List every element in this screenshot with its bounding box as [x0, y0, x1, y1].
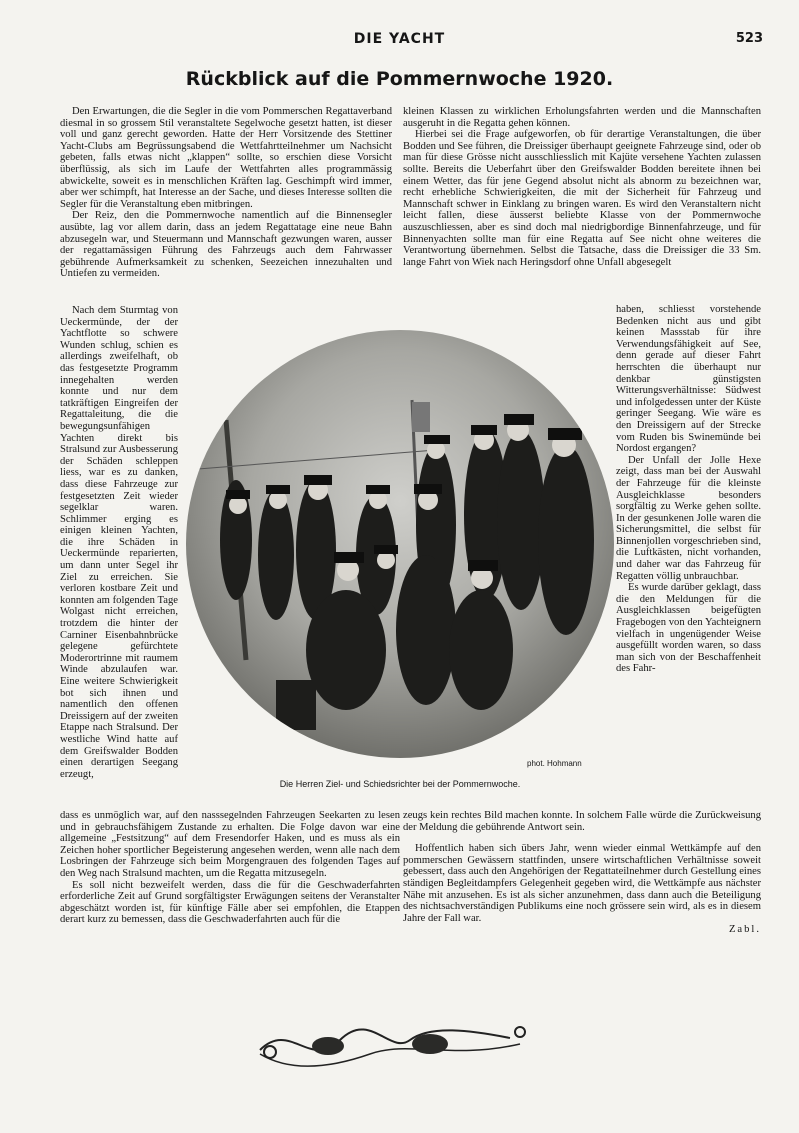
right-column-top	[403, 106, 761, 268]
left-column-top	[60, 106, 392, 280]
paragraph: dass es unmöglich war, auf den nasssegelnden Fahrzeugen Seekarten zu lesen und in gebrauchsfähigem Zustande zu erhalten. Die Folge davon war eine allgemeine „Festsitzung“ auf dem Fresendorfer Haken, und es muss als ein Zeichen hoher sportlicher Begeisterung angesehen werden, wenn alle nach dem Losbringen der Fahrzeuge sich beim Morgengrauen des folgenden Tages auf den Weg nach Stralsund machten, um die Regatta mitzusegeln.	[60, 810, 400, 879]
author-signature: Zabl.	[728, 924, 761, 936]
right-column-bottom	[403, 810, 761, 936]
paragraph: kleinen Klassen zu wirklichen Erholungsfahrten werden und die Mannschaften ausgeruht in die Regatta gehen können.	[403, 106, 761, 129]
paragraph: Hoffentlich haben sich übers Jahr, wenn wieder einmal Wettkämpfe auf den pommerschen Gewässern stattfinden, unsere wirtschaftlichen Verhältnisse soweit gebessert, dass auch den Angehörigen der Regattateilnehmer durch Gestellung eines ständigen Begleitdampfers Gelegenheit gegeben wird, die Wettkämpfe aus nächster Nähe mit anzusehen. Es ist als sicher anzunehmen, dass dann auch die Beteiligung des nichtsachverständigen Publikums eine noch grössere sein wird, als es in diesem Jahre der Fall war.	[403, 843, 761, 924]
photo-caption: Die Herren Ziel- und Schiedsrichter bei der Pommernwoche.	[279, 779, 521, 789]
rope-and-block-ornament-icon	[250, 1010, 550, 1080]
photo-illustration-icon	[186, 330, 614, 758]
paragraph: haben, schliesst vorstehende Bedenken nicht aus und gibt keinen Massstab für ihre Verwendungsfähigkeit auf See, denn gerade auf dieser Fahrt herrschten die überhaupt nur denkbar günstigsten Witterungsverhältnisse: Südwest und infolgedessen unter der Küste geringer Seegang. Wie wäre es den Dreissigern auf der Strecke vom Ruden bis Swinemünde bei Nordost ergangen?	[616, 304, 761, 455]
paragraph: Der Unfall der Jolle Hexe zeigt, dass man bei der Auswahl der Fahrzeuge für die kleinste Ausgleichklasse besonders sorgfältig zu Werke gehen sollte. In der gesunkenen Jolle waren die Sicherungsmittel, die selbst für Binnenjollen vorgeschrieben sind, die Luftkästen, nicht vorhanden, und daher war das Fahrzeug für Regatten völlig unbrauchbar.	[616, 454, 761, 582]
paragraph: Der Reiz, den die Pommernwoche namentlich auf die Binnensegler ausübte, lag vor allem darin, dass an jedem Regattatage eine neue Bahn abzusegeln war, und Steuermann und Mannschaft gezwungen waren, ausser der regattamässigen Führung des Fahrzeugs auch dem Fahrwasser gebührende Aufmerksamkeit zu schenken, Seezeichen innezuhalten und Untiefen zu vermeiden.	[60, 210, 392, 280]
right-narrow-column	[616, 304, 761, 675]
paragraph: Nach dem Sturmtag von Ueckermünde, der der Yachtflotte so schwere Wunden schlug, schien es allerdings zweifelhaft, ob das festgesetzte Programm innegehalten werden konnte und nur dem tatkräftigen Eingreifen der Regattaleitung, die die bewegungsunfähigen Yachten direkt bis Stralsund zur Ausbesserung der Schäden schleppen liess, war es zu danken, dass diese Fahrzeuge zur festgesetzten Zeit wieder segelklar waren. Schlimmer erging es einigen kleinen Yachten, die ihre Schäden in Ueckermünde reparierten, um dann unter Segel ihr Ziel zu erreichen. Sie verloren kostbare Zeit und konnten am folgenden Tage Wolgast nicht erreichen, trotzdem die hinter der Carniner Eisenbahnbrücke gelegene gefürchtete Moderortrinne mit raumem Winde abzulaufen war. Eine weitere Schwierigkeit bot sich ihnen und namentlich den offenen Dreissigern auf der zweiten Etappe nach Stralsund. Der westliche Wind hatte auf dem Greifswalder Bodden einen derartigen Seegang erzeugt,	[60, 305, 178, 780]
group-photo	[186, 330, 614, 758]
running-header	[0, 30, 799, 50]
article-title: Rückblick auf die Pommernwoche 1920.	[185, 68, 614, 90]
running-title: DIE YACHT	[353, 31, 446, 47]
signature-line	[403, 924, 761, 936]
paragraph: zeugs kein rechtes Bild machen konnte. In solchem Falle würde die Zurückweisung der Meldung die gebührende Antwort sein.	[403, 810, 761, 833]
paragraph: Hierbei sei die Frage aufgeworfen, ob für derartige Veranstaltungen, die über Bodden und See führen, die Dreissiger überhaupt geeignete Fahrzeuge sind, oder ob man für diese Grösse nicht ausschliesslich mit Kajüte versehene Yachten zulassen sollte. Bereits die Ueberfahrt über den Greifswalder Bodden bereitete ihnen bei einem Wetter, das für jene Gegend absolut nicht als abnorm zu bezeichnen war, recht erhebliche Schwierigkeiten, die mit der Sicherheit für Fahrzeug und Mannschaft schwer in Einklang zu bringen waren. Es wird den Veranstaltern nicht leicht fallen, diese äusserst beliebte Klasse von der Pommernwoche auszuschliessen, aber es sind doch mal niedrigbordige Binnenfahrzeuge, und für Binnenyachten sollte man für eine Regatta auf See nicht ohne weiteres die Verantwortung übernehmen. Selbst die Tatsache, dass die Dreissiger die 33 Sm. lange Fahrt von Wiek nach Heringsdorf ohne Unfall abgesegelt	[403, 129, 761, 268]
paragraph: Es wurde darüber geklagt, dass die den Meldungen für die Ausgleichklassen beigefügten Fragebogen von den Yachteignern vielfach in ungenügender Weise ausgefüllt worden waren, so dass man sich von der Beschaffenheit des Fahr-	[616, 582, 761, 675]
left-narrow-column	[60, 305, 178, 780]
left-column-bottom	[60, 810, 400, 926]
photo-credit: phot. Hohmann	[527, 759, 582, 768]
page-number: 523	[735, 31, 763, 46]
paragraph: Den Erwartungen, die die Segler in die vom Pommerschen Regattaverband diesmal in so grossem Stil veranstaltete Segelwoche gesetzt hatten, ist dieser voll und ganz gerecht geworden. Hatte der Herr Vorsitzende des Stettiner Yacht-Clubs am Begrüssungsabend die Wettfahrtteilnehmer um Nachsicht gebeten, falls etwas nicht „klappen“ sollte, so erschien diese Vorsicht überflüssig, als sich im Laufe der Wettfahrten alles programmässig abwickelte, soweit es in menschlichen Kräften lag. Geschimpft wird immer, aber wer schimpft, hat Interesse an der Sache, und dieses Interesse sollten die Segler für die Veranstaltung eben mitbringen.	[60, 106, 392, 210]
paragraph: Es soll nicht bezweifelt werden, dass die für die Geschwaderfahrten erforderliche Zeit auf Grund sorgfältigster Erwägungen seitens der Veranstalter abgeschätzt worden ist, für künftige Fälle aber sei empfohlen, die Etappen derart kurz zu bemessen, dass die Geschwaderfahrten auch für die	[60, 879, 400, 926]
